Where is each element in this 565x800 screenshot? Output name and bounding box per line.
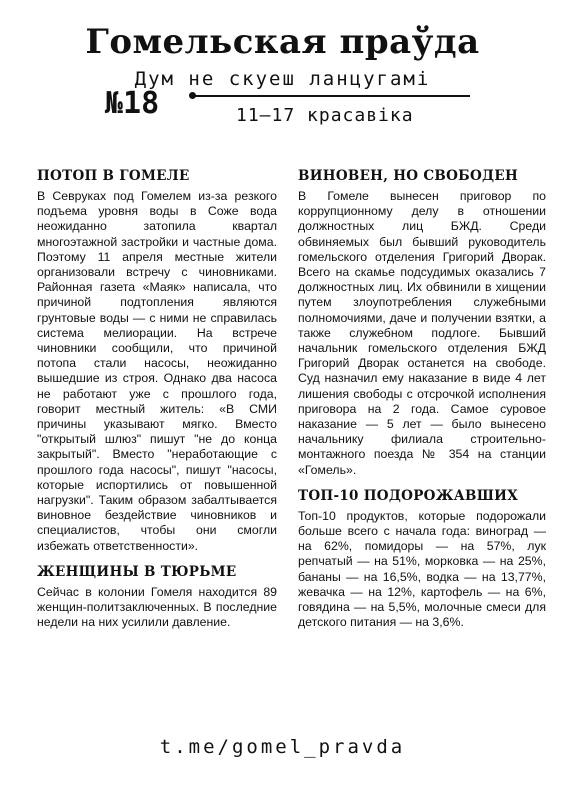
article-title: ЖЕНЩИНЫ В ТЮРЬМЕ <box>37 563 237 580</box>
article-title: ТОП-10 ПОДОРОЖАВШИХ <box>298 487 518 504</box>
article-prices <box>298 488 546 631</box>
left-column <box>37 168 277 640</box>
channel-link[interactable]: t.me/gomel_pravda <box>159 736 406 758</box>
article-body: Сейчас в колонии Гомеля находится 89 женщин-политзаключенных. В последние недели на них усилили давление. <box>37 584 277 630</box>
issue-dates: 11—17 красавіка <box>236 105 414 126</box>
article-body: В Севруках под Гомелем из-за резкого подъема уровня воды в Соже вода неожиданно затопила квартал многоэтажной застройки и частные дома. Поэтому 11 апреля местные жители организовали встречу с чиновниками. Районная газета «Маяк» написала, что причиной подтопления являются грунтовые воды — с ними не справилась система мелиорации. На встрече чиновники сообщили, что причиной потопа стали насосы, неожиданно вышедшие из строя. Однако два насоса не работают уже с прошлого года, говорит местный житель: «В СМИ причины указывают мягко. Вместо "открытый шлюз" пишут "не до конца закрытый". Вместо "неработающие с прошлого года насосы", пишут "насосы, которые испортились от повышенной нагрузки". Таким образом забалтывается виновное бездействие чиновников и специалистов, чтобы они смогли избежать ответственности». <box>37 189 277 553</box>
article-women <box>37 564 277 631</box>
issue-number: №18 <box>105 86 160 121</box>
masthead <box>0 0 565 150</box>
article-title: ПОТОП В ГОМЕЛЕ <box>37 168 190 184</box>
article-body: В Гомеле вынесен приговор по коррупционному делу в отношении должностных лиц БЖД. Среди обвиняемых был бывший руководитель гомельского отделения Григорий Дворак. Всего на скамье подсудимых оказались 7 должностных лиц. Их обвинили в хищении путем злоупотребления служебными полномочиями, даче и получении взятки, а также служебном подлоге. Бывший начальник гомельского отделения БЖД Григорий Дворак останется на свободе. Суд назначил ему наказание в виде 4 лет лишения свободы с отсрочкой исполнения приговора на 2 года. Самое суровое наказание — 5 лет — было вынесено начальнику филиала строительно-монтажного поезда № 354 на станции «Гомель». <box>298 189 546 477</box>
article-title: ВИНОВЕН, НО СВОБОДЕН <box>298 168 519 184</box>
article-body: Топ-10 продуктов, которые подорожали больше всего с начала года: виноград — на 62%, помидоры — на 57%, лук репчатый — на 51%, морковка — на 25%, бананы — на 16,5%, водка — на 13,77%, жевачка — на 12%, картофель — на 6%, говядина — на 5,5%, молочные смеси для детского питания — на 3,6%. <box>298 508 546 630</box>
newspaper-title: Гомельская праўда <box>85 22 480 62</box>
article-guilty <box>298 168 546 478</box>
article-flood <box>37 168 277 554</box>
masthead-divider <box>192 95 470 97</box>
right-column <box>298 168 546 640</box>
newspaper-slogan: Дум не скуеш ланцугамі <box>134 68 431 90</box>
